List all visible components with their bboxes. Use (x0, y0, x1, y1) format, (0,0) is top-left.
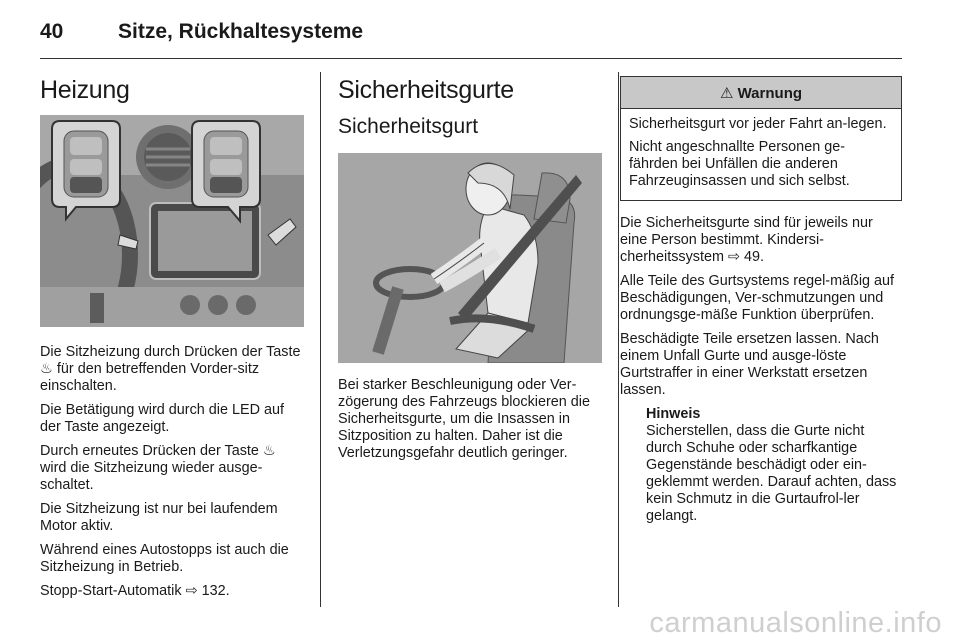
page-number: 40 (40, 20, 64, 43)
paragraph: Die Sitzheizung durch Drücken der Taste ♨ für den betreffenden Vorder-sitz einschalten. (40, 344, 301, 394)
paragraph: Die Sitzheizung ist nur bei laufendem Motor aktiv. (40, 501, 278, 534)
section-heading-seatbelts: Sicherheitsgurte (338, 76, 514, 104)
paragraph: Die Betätigung wird durch die LED auf der Taste angezeigt. (40, 402, 284, 435)
paragraph: Während eines Autostopps ist auch die Sitzheizung in Betrieb. (40, 542, 289, 575)
chapter-title: Sitze, Rückhaltesysteme (118, 20, 364, 43)
warning-box (620, 76, 902, 201)
section-heading-heating: Heizung (40, 76, 130, 104)
header-rule (40, 58, 902, 59)
column-seatbelts (338, 72, 602, 469)
column-heating (40, 72, 304, 607)
column-divider (320, 72, 321, 607)
paragraph: Stopp-Start-Automatik ⇨ 132. (40, 583, 230, 599)
figure-belted-driver (338, 153, 602, 363)
column-warning (620, 72, 902, 532)
page-header (40, 14, 920, 48)
note-block (620, 406, 902, 525)
paragraph: Alle Teile des Gurtsystems regel-mäßig auf Beschädigungen, Ver-schmutzungen und ordnungsge-mäße Funktion überprüfen. (620, 273, 895, 323)
watermark: carmanualsonline.info (649, 607, 942, 639)
warning-text: Nicht angeschnallte Personen ge-fährden bei Unfällen die anderen Fahrzeuginsassen und sich selbst. (629, 139, 850, 189)
warning-title: ⚠ Warnung (621, 77, 901, 109)
figure-seat-heating-buttons (40, 115, 304, 327)
column-divider (618, 72, 619, 607)
paragraph: Beschädigte Teile ersetzen lassen. Nach einem Unfall Gurte und ausge-löste Gurtstraffer in einer Werkstatt ersetzen lassen. (620, 331, 879, 398)
warning-text: Sicherheitsgurt vor jeder Fahrt an-legen. (629, 116, 887, 132)
paragraph: Bei starker Beschleunigung oder Ver-zögerung des Fahrzeugs blockieren die Sicherheitsgurte, um die Insassen in Sitzposition zu halten. Daher ist die Verletzungsgefahr deutlich geringer. (338, 377, 590, 461)
subheading-seatbelt: Sicherheitsgurt (338, 115, 479, 138)
paragraph: Durch erneutes Drücken der Taste ♨ wird die Sitzheizung wieder ausge-schaltet. (40, 443, 276, 493)
note-text: Sicherstellen, dass die Gurte nicht durch Schuhe oder scharfkantige Gegenstände beschädigt oder ein-geklemmt werden. Darauf achten, dass kein Schmutz in die Gurtaufrol-ler gelangt. (646, 423, 897, 524)
paragraph: Die Sicherheitsgurte sind für jeweils nur eine Person bestimmt. Kindersi-cherheitssystem ⇨ 49. (620, 215, 873, 265)
note-title: Hinweis (646, 406, 701, 422)
